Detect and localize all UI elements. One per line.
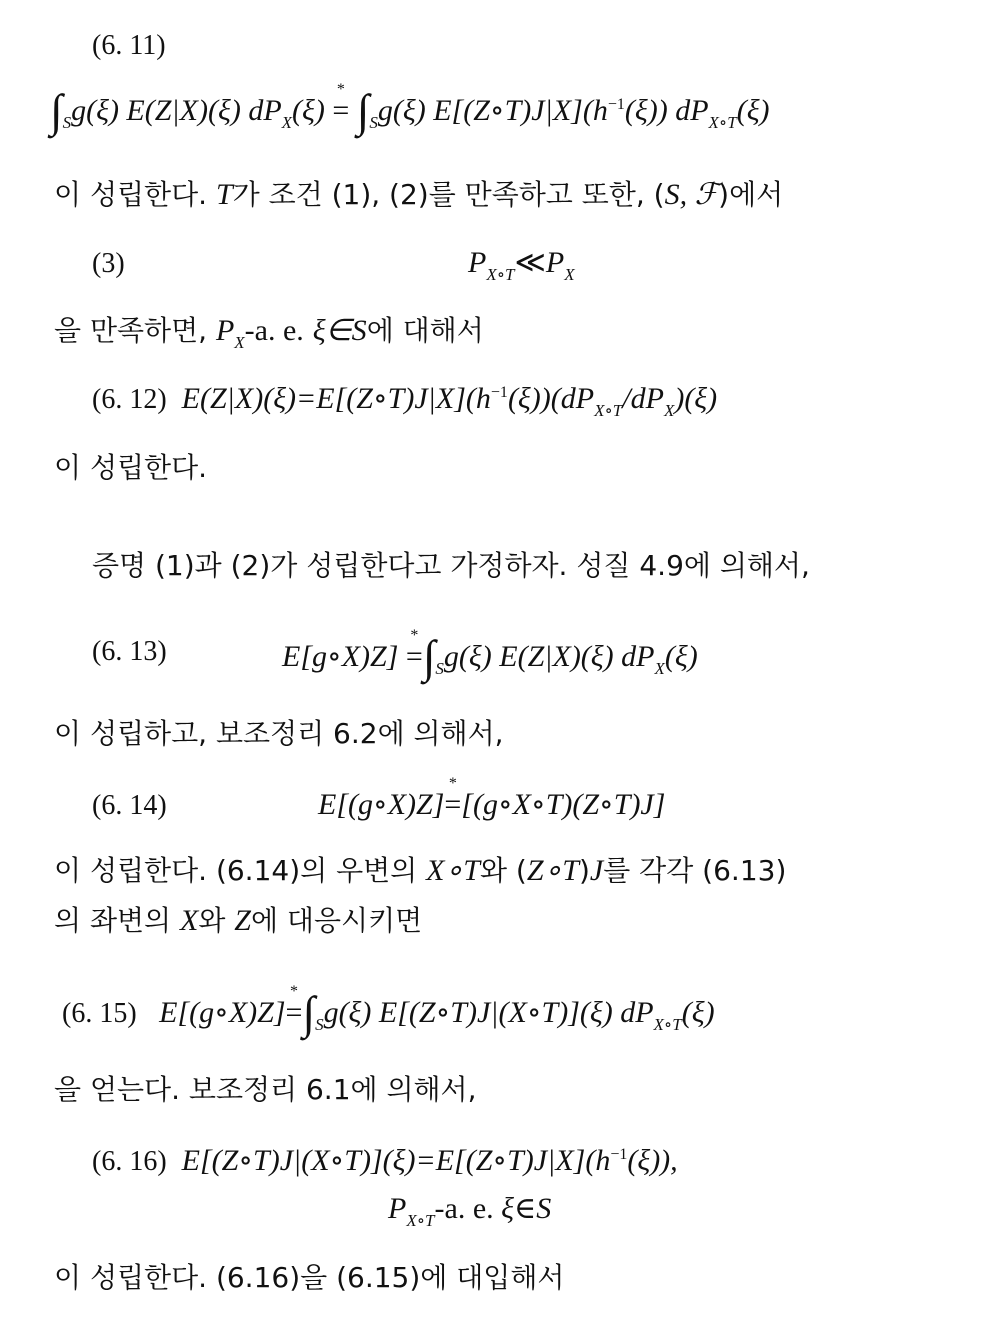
paragraph-right-side: 이 성립한다. (6.14)의 우변의 X∘T와 (Z∘T)J를 각각 (6.13)	[54, 854, 787, 887]
eq-6-11-number: (6. 11)	[92, 30, 166, 61]
eq-6-16-line2: $P_{X\circ T}-a$. e. ξ∈S	[388, 1192, 552, 1230]
paragraph-lemma-6-2: 이 성립하고, 보조정리 6.2에 의해서,	[54, 717, 504, 750]
paragraph-substitute: 이 성립한다. (6.16)을 (6.15)에 대입해서	[54, 1261, 565, 1294]
starred-equals: * =	[444, 775, 462, 821]
eq-6-13: E[g∘X)Z] * $=\int_Sg(\xi)$ E(Z|X)(ξ) $dP_X(\xi)$	[282, 627, 698, 682]
paragraph-left-side: 의 좌변의 X와 Z에 대응시키면	[54, 904, 423, 937]
paragraph-lemma-6-1: 을 얻는다. 보조정리 6.1에 의해서,	[54, 1073, 477, 1106]
starred-equals: * =	[285, 983, 303, 1029]
eq-6-14-number: (6. 14)	[92, 790, 167, 821]
paragraph-holds: 이 성립한다.	[54, 451, 208, 484]
eq-6-12-number: (6. 12)	[92, 384, 167, 415]
eq-6-14: E[(g∘X)Z] * =[(g∘X∘T)(Z∘T)J]	[318, 775, 666, 821]
eq-6-16-number: (6. 16)	[92, 1146, 167, 1177]
starred-equals: * =	[332, 81, 350, 127]
paragraph-conditions: 이 성립한다. T가 조건 (1), (2)를 만족하고 또한, (S, ℱ)에서	[54, 178, 784, 211]
integral-sign: ∫	[422, 631, 436, 682]
eq-6-16: (6. 16) $E[(Z\circ T)J|(X\circ T)](\xi)=E[(Z\circ T)J|X](h^{-1}(\xi))$,	[92, 1144, 678, 1177]
integral-sign: ∫	[356, 85, 370, 136]
paragraph-satisfy: 을 만족하면, $P_X-a$. e. ξ∈S에 대해서	[54, 314, 484, 352]
proof-start: 증명 (1)과 (2)가 성립한다고 가정하자. 성질 4.9에 의해서,	[92, 549, 810, 582]
eq-6-13-number: (6. 13)	[92, 636, 167, 667]
starred-equals: * =	[405, 627, 423, 673]
eq-3-number: (3)	[92, 248, 125, 279]
eq-6-15-number: (6. 15)	[62, 998, 137, 1029]
eq-6-11: $\int_Sg(\xi)$ E(Z|X)(ξ) $dP_X(\xi)$ * = $\int_Sg(\xi)$ $E[(Z\circ T)J|X](h^{-1}(\xi))$ $dP_{X\circ T}(\xi)$	[50, 81, 770, 136]
integral-subscript: S	[62, 113, 72, 132]
eq-6-15: (6. 15) E[(g∘X)Z] * $=\int_Sg(\xi)$ E[(Z∘T)J|(X∘T)](ξ) $dP_{X\circ T}(\xi)$	[62, 983, 715, 1038]
eq-6-12: (6. 12) $E(Z|X)(\xi)=E[(Z\circ T)J|X](h^{-1}(\xi))(dP_{X\circ T}/dP_X)(\xi)$	[92, 382, 718, 420]
eq-3: $P_{X\circ T}≪P_X$	[468, 246, 575, 284]
integral-sign: ∫	[302, 987, 316, 1038]
integral-sign: ∫	[50, 85, 63, 136]
